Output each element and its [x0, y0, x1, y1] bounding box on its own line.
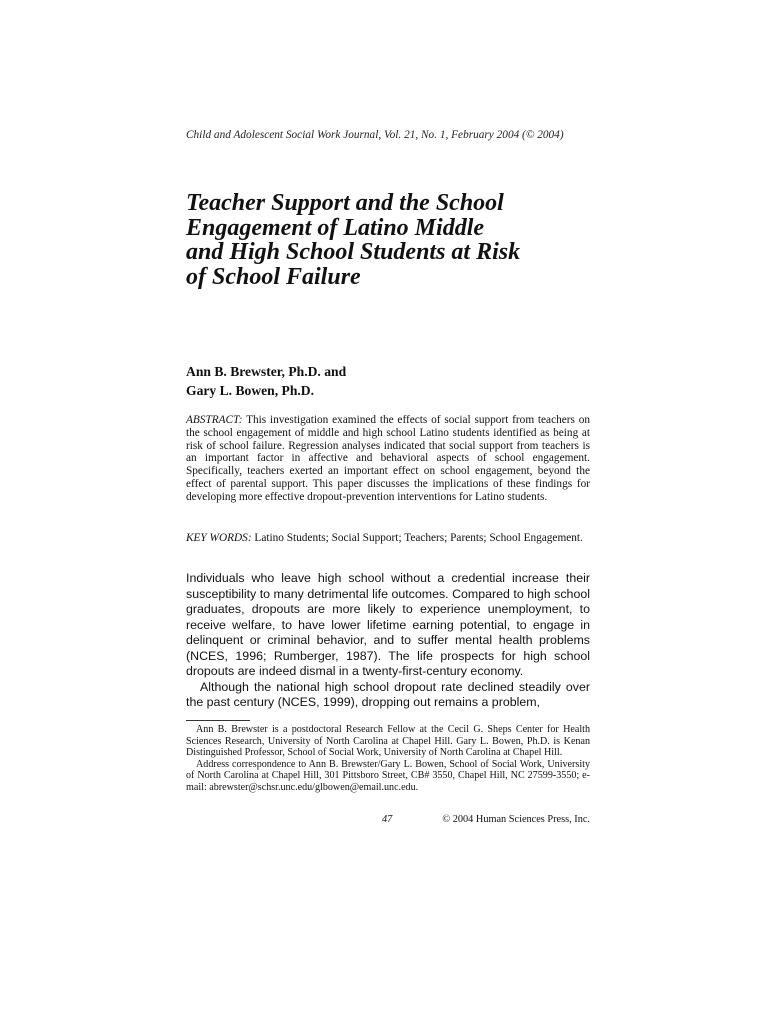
body-paragraph: Although the national high school dropout rate declined steadily over the past century (NCES, 1999), dropping out remains a problem,	[186, 679, 590, 709]
keywords	[186, 532, 590, 545]
abstract-text: This investigation examined the effects of social support from teachers on the school engagement of middle and high school Latino students identified as being at risk of school failure. Regression analyses indicated that social support from teachers is an important factor in affective and behavioral aspects of school engagement. Specifically, teachers exerted an important effect on school engagement, beyond the effect of parental support. This paper discusses the implications of these findings for developing more effective dropout-prevention interventions for Latino students.	[186, 414, 590, 503]
keywords-text: Latino Students; Social Support; Teachers; Parents; School Engagement.	[251, 532, 583, 544]
body-paragraph: Individuals who leave high school without a credential increase their susceptibility to many detrimental life outcomes. Compared to high school graduates, dropouts are more likely to experience unemployment, to receive welfare, to have lower lifetime earning potential, to engage in delinquent or criminal behavior, and to suffer mental health problems (NCES, 1996; Rumberger, 1987). The life prospects for high school dropouts are indeed dismal in a twenty-first-century economy.	[186, 571, 590, 678]
journal-citation: Child and Adolescent Social Work Journal, Vol. 21, No. 1, February 2004 (© 2004)	[186, 129, 564, 141]
abstract	[186, 414, 590, 503]
copyright-notice: © 2004 Human Sciences Press, Inc.	[442, 814, 590, 825]
footnotes	[186, 724, 590, 793]
page-number: 47	[382, 814, 393, 825]
title-line: of School Failure	[186, 263, 361, 290]
title-line: Engagement of Latino Middle	[186, 214, 485, 241]
footnote: Ann B. Brewster is a postdoctoral Research Fellow at the Cecil G. Sheps Center for Health Sciences Research, University of North Carolina at Chapel Hill. Gary L. Bowen, Ph.D. is Kenan Distinguished Professor, School of Social Work, University of North Carolina at Chapel Hill.	[186, 724, 590, 758]
title-line: Teacher Support and the School	[186, 190, 504, 216]
abstract-label: ABSTRACT:	[186, 414, 243, 426]
author-line: Ann B. Brewster, Ph.D. and	[186, 364, 347, 379]
keywords-label: KEY WORDS:	[186, 532, 252, 544]
article-title	[186, 191, 590, 289]
author-line: Gary L. Bowen, Ph.D.	[186, 383, 315, 398]
footnote: Address correspondence to Ann B. Brewster/Gary L. Bowen, School of Social Work, University of North Carolina at Chapel Hill, 301 Pittsboro Street, CB# 3550, Chapel Hill, NC 27599-3550; e-mail: abrewster@schsr.unc.edu/glbowen@email.unc.edu.	[186, 758, 590, 793]
body-text	[186, 571, 590, 711]
page-footer	[186, 814, 590, 828]
author-list	[186, 362, 590, 400]
title-line: and High School Students at Risk	[186, 239, 521, 265]
footnote-divider	[186, 720, 250, 721]
